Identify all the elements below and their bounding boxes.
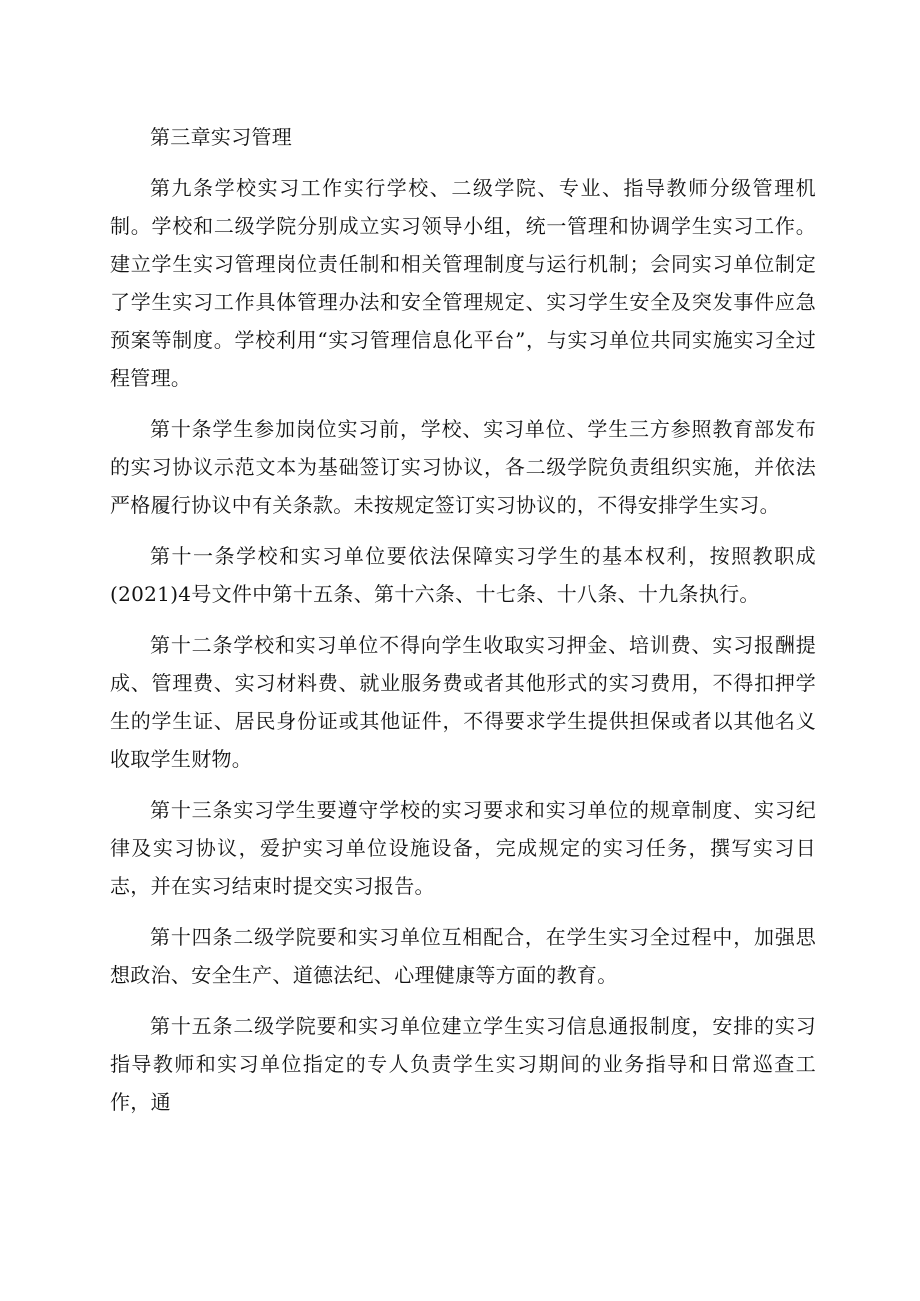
chapter-heading: 第三章实习管理 [150, 125, 293, 149]
article-11-paragraph: 第十一条学校和实习单位要依法保障实习学生的基本权利，按照教职成(2021)4号文件中第十五条、第十六条、十七条、十八条、十九条执行。 [110, 544, 816, 606]
article-9-paragraph: 第九条学校实习工作实行学校、二级学院、专业、指导教师分级管理机制。学校和二级学院分别成立实习领导小组，统一管理和协调学生实习工作。建立学生实习管理岗位责任制和相关管理制度与运行机制；会同实习单位制定了学生实习工作具体管理办法和安全管理规定、实习学生安全及突发事件应急预案等制度。学校利用“实习管理信息化平台”，与实习单位共同实施实习全过程管理。 [110, 176, 816, 390]
article-12-paragraph: 第十二条学校和实习单位不得向学生收取实习押金、培训费、实习报酬提成、管理费、实习材料费、就业服务费或者其他形式的实习费用，不得扣押学生的学生证、居民身份证或其他证件，不得要求学生提供担保或者以其他名义收取学生财物。 [110, 633, 816, 771]
document-body [110, 118, 816, 1134]
article-15-paragraph: 第十五条二级学院要和实习单位建立学生实习信息通报制度，安排的实习指导教师和实习单位指定的专人负责学生实习期间的业务指导和日常巡查工作，通 [110, 1014, 816, 1114]
article-10-paragraph: 第十条学生参加岗位实习前，学校、实习单位、学生三方参照教育部发布的实习协议示范文本为基础签订实习协议，各二级学院负责组织实施，并依法严格履行协议中有关条款。未按规定签订实习协议的，不得安排学生实习。 [110, 417, 816, 517]
article-14-paragraph: 第十四条二级学院要和实习单位互相配合，在学生实习全过程中，加强思想政治、安全生产、道德法纪、心理健康等方面的教育。 [110, 925, 816, 987]
article-13-paragraph: 第十三条实习学生要遵守学校的实习要求和实习单位的规章制度、实习纪律及实习协议，爱护实习单位设施设备，完成规定的实习任务，撰写实习日志，并在实习结束时提交实习报告。 [110, 798, 816, 898]
